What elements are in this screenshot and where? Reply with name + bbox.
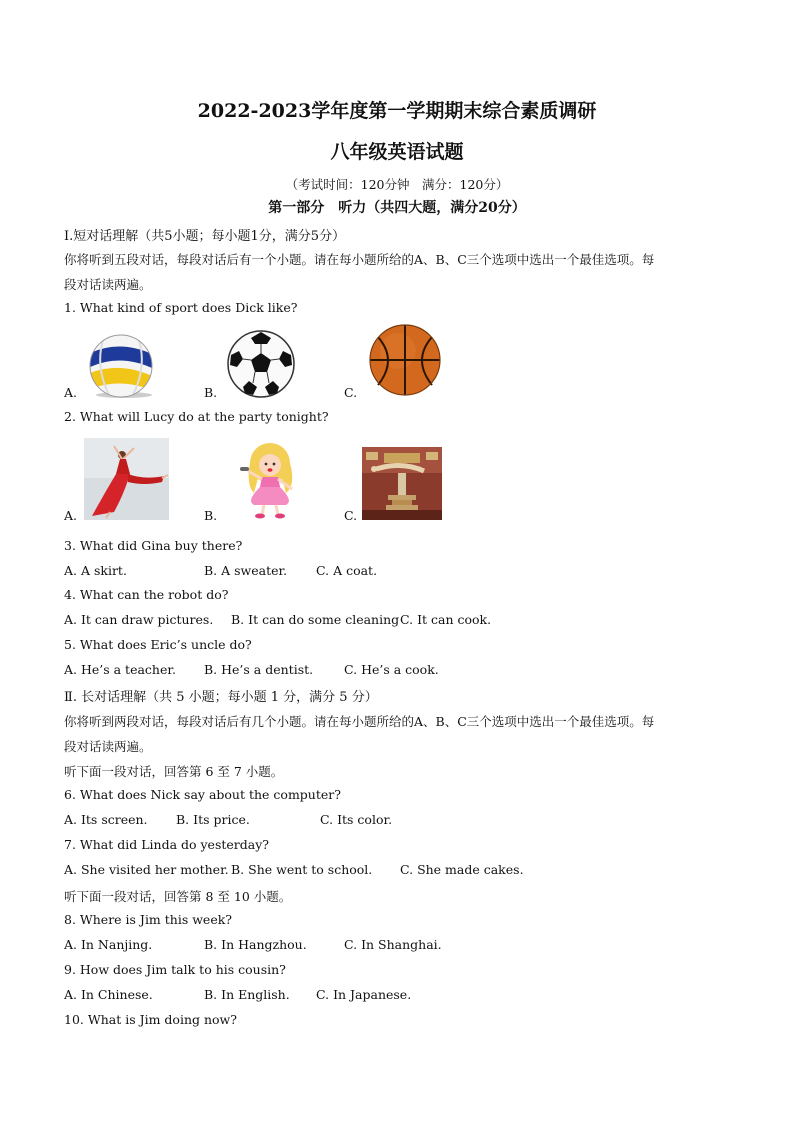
section2-instructions-cont: 段对话读两遍。: [64, 739, 152, 754]
basketball-picture: [364, 323, 446, 397]
q4-option-a: A. It can draw pictures.: [64, 612, 214, 627]
q1-option-b: B.: [204, 385, 218, 400]
q6-option-a: A. Its screen.: [64, 812, 148, 827]
q8-option-c: C. In Shanghai.: [344, 937, 442, 952]
question-1: 1. What kind of sport does Dick like?: [64, 300, 298, 315]
q7-option-b: B. She went to school.: [231, 862, 373, 877]
question-7: 7. What did Linda do yesterday?: [64, 837, 269, 852]
q9-option-b: B. In English.: [204, 987, 290, 1002]
question-10: 10. What is Jim doing now?: [64, 1012, 237, 1027]
q3-option-b: B. A sweater.: [204, 563, 288, 578]
q8-option-b: B. In Hangzhou.: [204, 937, 307, 952]
exam-info: （考试时间：120分钟 满分：120分）: [285, 177, 509, 192]
section2-instructions: 你将听到两段对话，每段对话后有几个小题。请在每小题所给的A、B、C三个选项中选出一个最佳选项。每: [64, 714, 655, 729]
question-5: 5. What does Eric’s uncle do?: [64, 637, 252, 652]
q3-option-c: C. A coat.: [316, 563, 378, 578]
q2-option-c: C.: [344, 508, 358, 523]
question-2: 2. What will Lucy do at the party tonight?: [64, 409, 329, 424]
dialog2-intro: 听下面一段对话，回答第 8 至 10 小题。: [64, 889, 292, 904]
q3-option-a: A. A skirt.: [64, 563, 127, 578]
question-3: 3. What did Gina buy there?: [64, 538, 243, 553]
q5-option-a: A. He’s a teacher.: [64, 662, 176, 677]
singing-girl-picture: [224, 441, 310, 519]
part-title: 第一部分 听力（共四大题，满分20分）: [268, 200, 526, 216]
q8-option-a: A. In Nanjing.: [64, 937, 153, 952]
question-9: 9. How does Jim talk to his cousin?: [64, 962, 286, 977]
dancer-picture: [84, 438, 169, 520]
q7-option-c: C. She made cakes.: [400, 862, 524, 877]
question-6: 6. What does Nick say about the computer?: [64, 787, 341, 802]
q4-option-c: C. It can cook.: [400, 612, 492, 627]
volleyball-picture: [84, 333, 158, 399]
q7-option-a: A. She visited her mother.: [64, 862, 229, 877]
q9-option-a: A. In Chinese.: [64, 987, 153, 1002]
section1-instructions: 你将听到五段对话，每段对话后有一个小题。请在每小题所给的A、B、C三个选项中选出一个最佳选项。每: [64, 252, 655, 267]
q6-option-c: C. Its color.: [320, 812, 393, 827]
dialog1-intro: 听下面一段对话，回答第 6 至 7 小题。: [64, 764, 284, 779]
question-8: 8. Where is Jim this week?: [64, 912, 232, 927]
q5-option-c: C. He’s a cook.: [344, 662, 439, 677]
exam-title: 2022-2023学年度第一学期期末综合素质调研: [197, 100, 597, 122]
q1-option-c: C.: [344, 385, 358, 400]
q2-option-b: B.: [204, 508, 218, 523]
q9-option-c: C. In Japanese.: [316, 987, 412, 1002]
acrobatics-picture: [362, 447, 442, 520]
q6-option-b: B. Its price.: [176, 812, 250, 827]
section1-heading: Ⅰ.短对话理解（共5小题；每小题1分，满分5分）: [64, 229, 346, 244]
q5-option-b: B. He’s a dentist.: [204, 662, 314, 677]
q1-option-a: A.: [64, 385, 78, 400]
q2-option-a: A.: [64, 508, 78, 523]
soccer-ball-picture: [225, 329, 297, 399]
section1-instructions-cont: 段对话读两遍。: [64, 277, 152, 292]
q4-option-b: B. It can do some cleaning: [231, 612, 400, 627]
section2-heading: Ⅱ. 长对话理解（共 5 小题；每小题 1 分，满分 5 分）: [64, 690, 378, 705]
exam-subtitle: 八年级英语试题: [330, 141, 464, 163]
question-4: 4. What can the robot do?: [64, 587, 229, 602]
